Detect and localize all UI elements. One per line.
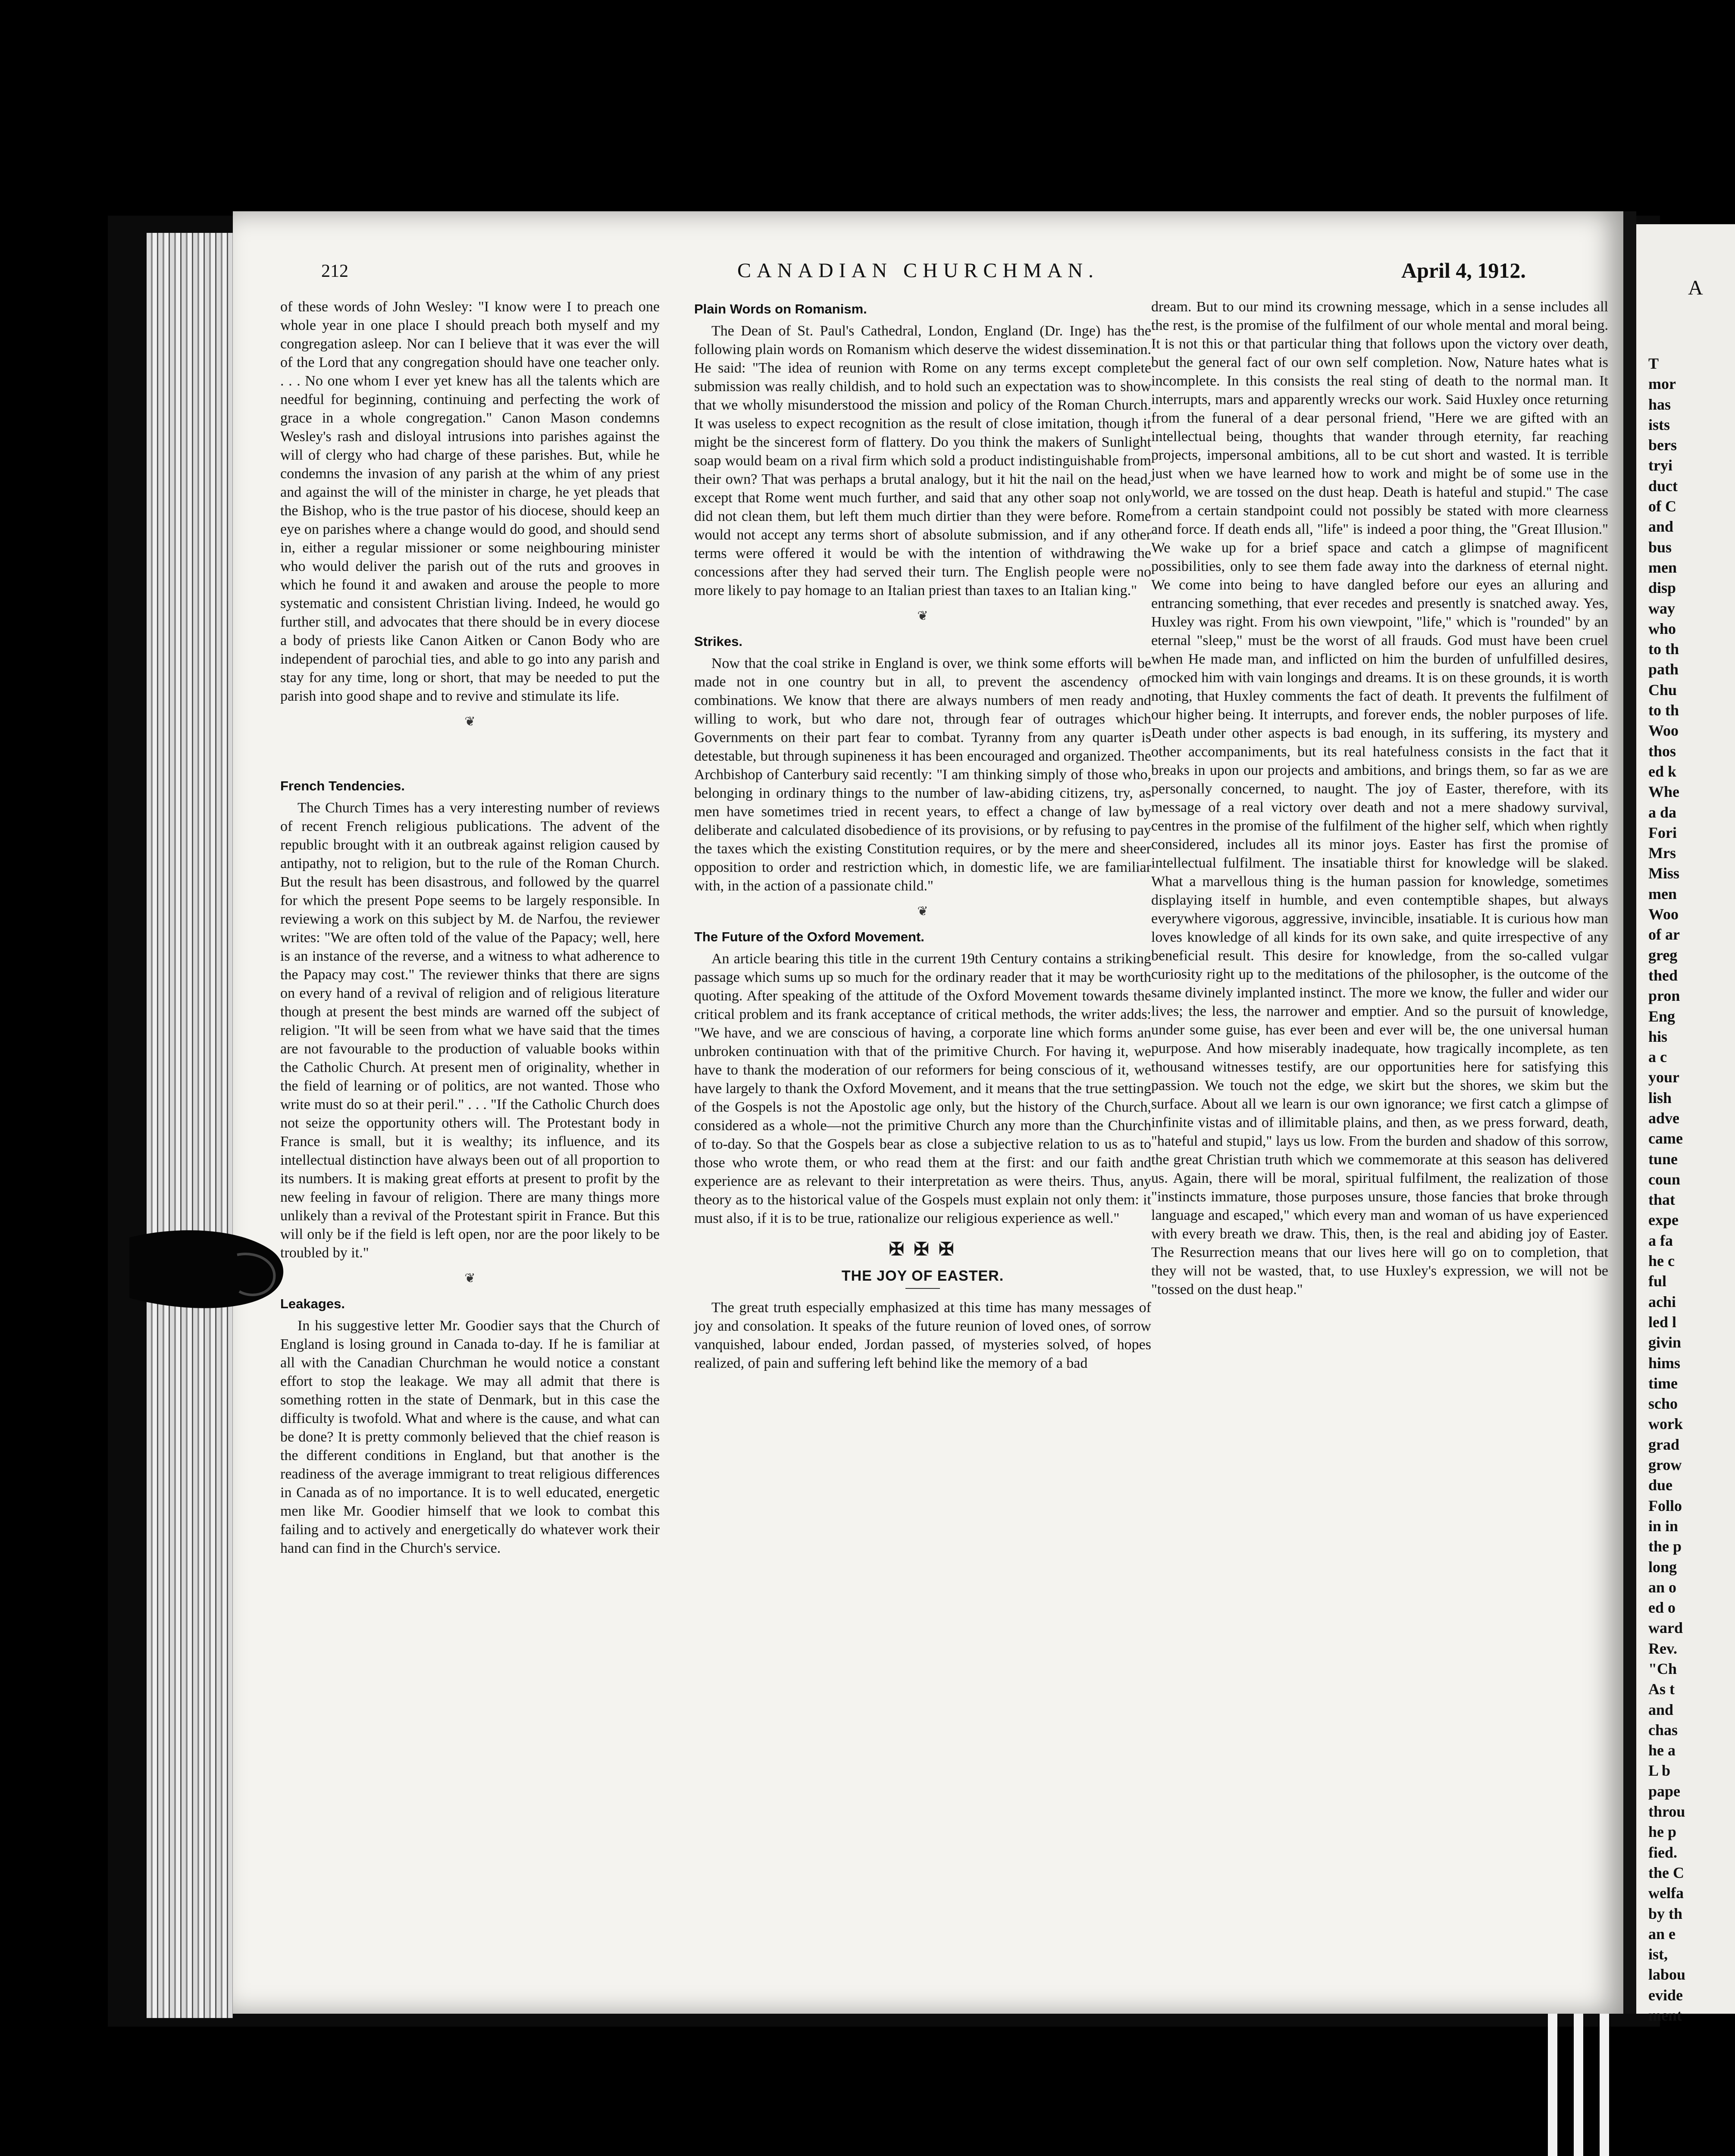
french-tendencies-heading: French Tendencies. bbox=[280, 778, 405, 793]
book-gutter bbox=[1623, 211, 1636, 2014]
french-tendencies-text: The Church Times has a very interesting number of reviews of recent French religious publications. The advent of the republic brought with it an outbreak against religion caused by antipathy, not to religion, but to the rule of the Roman Church. But the result has been disastrous, and followed by the quarrel for which the present Pope seems to be largely responsible. In reviewing a work on this subject by M. de Narfou, the reviewer writes: "We are often told of the value of the Papacy; well, here is an instance of the reverse, and a witness to what adherence to the Papacy may cost." The reviewer thinks that there are signs on every hand of a revival of religion and of religious literature though at present the best minds are warned off the subject of religion. "It will be seen from what we have said that the times are not favourable to the production of valuable books within the Catholic Church. At present men of originality, whether in the field of learning or of politics, are not wanted. Those who write must do so at their peril." . . . "If the Catholic Church does not seize the opportunity others will. The Protestant body in France is small, but it is wealthy; its influence, and its intellectual distinction have always been out of all proportion to its numbers. It is making great efforts at present to profit by the new feeling in favour of religion. There are many things more unlikely than a revival of the Protestant spirit in France. But this will only be if the field is left open, nor are the poor likely to be troubled by it." bbox=[280, 800, 660, 1261]
facing-page-header: A bbox=[1688, 276, 1703, 299]
page-edges bbox=[147, 233, 233, 2018]
easter-text: The great truth especially emphasized at this time has many messages of joy and consolation. It speaks of the future reunion of loved ones, of sorrow vanquished, labour ended, Jordan passed, of mysteries solved, of hopes realized, of pain and suffering left behind like the memory of a bad bbox=[694, 1300, 1151, 1371]
journal-title: CANADIAN CHURCHMAN. bbox=[737, 259, 1099, 282]
section-ornament: ❦ bbox=[464, 1271, 476, 1285]
column-1 bbox=[280, 298, 660, 1557]
leakages-text: In his suggestive letter Mr. Goodier says that the Church of England is losing ground in Canada to-day. If he is familiar at all with the Canadian Churchman he would notice a constant effort to stop the leakage. We may all admit that there is something rotten in the state of Denmark, but in this case the difficulty is twofold. What and where is the cause, and what can be done? It is pretty commonly believed that the chief reason is the different conditions in England, but that another is the readiness of the average immigrant to treat religious differences in Canada as of no importance. It is to well educated, energetic men like Mr. Goodier himself that we look to combat this failing and to actively and energetically do whatever work their hand can find in the Church's service. bbox=[280, 1318, 660, 1556]
section-ornament: ❦ bbox=[464, 714, 476, 729]
section-ornament: ❦ bbox=[917, 904, 928, 918]
thumb-shadow bbox=[129, 1220, 289, 1319]
page-number: 212 bbox=[321, 261, 348, 281]
oxford-movement-heading: The Future of the Oxford Movement. bbox=[694, 929, 924, 944]
spacer bbox=[280, 738, 660, 777]
easter-heading: THE JOY OF EASTER. bbox=[841, 1268, 1004, 1284]
heading-rule bbox=[905, 1288, 940, 1289]
strikes-text: Now that the coal strike in England is over, we think some efforts will be made not in one country but in all, to prevent the ascendency of combinations. We know that there are always numbers of men ready and willing to work, but who dare not, through fear of outrages which Governments on their part fear to combat. Tyranny from any quarter is detestable, but through supineness it has been encouraged and organized. The Archbishop of Canterbury said recently: "I am thinking simply of those who, belonging in ordinary things to the number of law-abiding citizens, try, as men have sometimes tried in recent years, to effect a change of law by deliberate and calculated disobedience of its provisions, or by refusing to pay the taxes which the existing Constitution requires, or by the mere and sheer opposition to order and restriction which, in domestic life, we are familiar with, in the action of a passionate child." bbox=[694, 655, 1151, 894]
oxford-movement-text: An article bearing this title in the current 19th Century contains a striking passage which sums up so much for the ordinary reader that it may be worth quoting. After speaking of the attitude of the Oxford Movement towards the critical problem and its frank acceptance of critical methods, the writer adds: "We have, and we are conscious of having, a corporate line which forms an unbroken continuation with that of the primitive Church. For having it, we have to thank the moderation of our reformers for being conscious of it, we have largely to thank the Oxford Movement, and it means that the true setting of the Gospels is not the Apostolic age only, but the history of the Church, considered as a whole—not the primitive Church any more than the Church of to-day. So that the Gospels bear as close a subjective relation to us as to those who wrote them, or who read them at the first: and our faith and experience are as relevant to their interpretation as were theirs. Thus, any theory as to the historical value of the Gospels must explain not only them: it must also, if it is to be true, rationalize our religious experience as well." bbox=[694, 951, 1151, 1226]
romanism-text: The Dean of St. Paul's Cathedral, London, England (Dr. Inge) has the following plain words on Romanism which deserve the widest dissemination. He said: "The idea of reunion with Rome on any terms except complete submission was really childish, and to hold such an expectation was to show that we wholly misunderstood the mission and policy of the Roman Church. It was useless to expect recognition as the result of close imitation, though it might be the sincerest form of flattery. Do you think the makers of Sunlight soap would beam on a rival firm which sold a product indistinguishable from their own? That was perhaps a brutal analogy, but it hit the nail on the head, except that Rome went much further, and said that any other soap not only did not clean them, but left them much dirtier than they were before. Rome would not accept any terms short of absolute submission, and if any other terms were offered it would be with the intention of withdrawing the concessions after they had served their turn. The English people were no more likely to pay homage to an Italian priest than taxes to an Italian king." bbox=[694, 323, 1151, 599]
column-2 bbox=[694, 300, 1151, 1373]
facing-page-lines: T mor has ists bers tryi duct of C and bus men disp way who to th path Chu to th Woo thos ed k Whe a da Fori Mrs Miss men Woo of ar greg thed pron Eng his a c your lish adve came tune coun that expe a fa he c ful achi led l givin hims time scho work grad grow due Follo in in the p long an o ed o ward Rev. "Ch As t and chas he a L b pape throu he p fied. the C welfa by th an e ist, labou evide ment bbox=[1648, 355, 1686, 2024]
easter-ornament: ✠ ✠ ✠ bbox=[889, 1240, 957, 1260]
wesley-paragraph: of these words of John Wesley: "I know were I to preach one whole year in one place I should preach both myself and my congregation asleep. Nor can I believe that it was ever the will of the Lord that any congregation should have one teacher only. . . . No one whom I ever yet knew has all the talents which are needful for beginning, continuing and perfecting the work of grace in a whole congregation." Canon Mason condemns Wesley's rash and disloyal intrusions into parishes against the will of clergy who had charge of these parishes. But, while he condemns the invasion of any parish at the whim of any priest and against the will of the minister in charge, he yet pleads that the Bishop, who is the true pastor of his diocese, should keep an eye on parishes where a change would do good, and should send in, either a regular missioner or some neighbouring minister who would deliver the parish out of the ruts and grooves in which he found it and awaken and arouse the people to more systematic and consistent Christian living. Indeed, he would go further still, and advocates that there should be in every diocese a body of priests like Canon Aitken or Canon Body who are independent of parochial ties, and able to go into any parish and stay for any time, long or short, that may be needed to put the parish into good shape and to revive and stimulate its life. bbox=[280, 299, 660, 704]
leakages-heading: Leakages. bbox=[280, 1296, 345, 1311]
page-header bbox=[233, 211, 1623, 289]
romanism-heading: Plain Words on Romanism. bbox=[694, 301, 867, 317]
binding-stripes bbox=[1535, 2014, 1621, 2156]
issue-date: April 4, 1912. bbox=[1401, 258, 1526, 282]
newspaper-page bbox=[233, 211, 1623, 2014]
facing-page-fragment bbox=[1636, 224, 1735, 2024]
strikes-heading: Strikes. bbox=[694, 634, 743, 649]
column-3 bbox=[1151, 298, 1608, 1299]
section-ornament: ❦ bbox=[917, 609, 928, 623]
easter-continuation: dream. But to our mind its crowning message, which in a sense includes all the rest, is the promise of the fulfilment of our whole mental and moral being. It is not this or that particular thing that follows upon the victory over death, but the general fact of our own self completion. Now, Nature hates what is incomplete. In this consists the real sting of death to the normal man. It interrupts, mars and apparently wrecks our work. Said Huxley once returning from the funeral of a dear personal friend, "Here we are gifted with an intellectual being, thoughts that wander through eternity, far reaching projects, impersonal ambitions, all to be cut short and wasted. It is terrible just when we have learned how to work and might be of some use in the world, we are tossed on the dust heap. Death is hateful and stupid." The case from a certain standpoint could not possibly be stated with more clearness and force. If death ends all, "life" is indeed a poor thing, the "Great Illusion." We wake up for a brief space and catch a glimpse of magnificent possibilities, only to see them fade away into the darkness of eternal night. We come into being to have dangled before our eyes an alluring and entrancing something, that ever recedes and presently is snatched away. Yes, Huxley was right. From his own viewpoint, "life," which is "rounded" by an eternal "sleep," must be the worst of all frauds. God must have been cruel when He made man, and inflicted on him the burden of unfulfilled desires, mocked him with vain longings and dreams. It is on these grounds, it is worth noting, that Huxley comments the fact of death. It prevents the fulfilment of our higher being. It interrupts, and forever ends, the nobler purposes of life. Death under other aspects is bad enough, in its suffering, its mystery and other accompaniments, but its real hatefulness consists in the fact that it breaks in upon our projects and ambitions, and brings them, so far as we are personally concerned, to naught. The joy of Easter, therefore, with its message of a real victory over death and not a mere shadowy survival, centres in the promise of the fulfilment of the higher self, which when rightly considered, includes all its minor joys. Easter has first the promise of intellectual fulfilment. The insatiable thirst for knowledge will be slaked. What a marvellous thing is the human passion for knowledge, sometimes displaying itself in humble, and even contemptible shapes, but always everywhere vigorous, aggressive, invincible, insatiable. It is curious how man loves knowledge of all kinds for its own sake, and quite irrespective of any beneficial result. This desire for knowledge, from the so-called vulgar curiosity right up to the meditations of the philosopher, is the outcome of the same divinely implanted instinct. The more we know, the fuller and wider our lives; the less, the narrower and emptier. And so the pursuit of knowledge, under some guise, has ever been and ever will be, the one universal human purpose. And how miserably inadequate, how tragically incomplete, as ten thousand witnesses testify, are our opportunities here for satisfying this passion. We touch not the edge, we skirt but the shores, we skim but the surface. About all we learn is our own ignorance; we first catch a glimpse of infinite vistas and of illimitable plains, and then, as we press forward, death, "hateful and stupid," lays us low. From the burden and shadow of this sorrow, the great Christian truth which we commemorate at this season has delivered us. Again, there will be moral, spiritual fulfilment, the realization of those "instincts immature, those purposes unsure, those fancies that broke through language and escaped," which every man and woman of us have experienced with every breath we draw. This, then, is the real and abiding joy of Easter. The Resurrection means that our lives here will go on to completion, that they will not be wasted, that, to use Huxley's expression, we will not be "tossed on the dust heap." bbox=[1151, 299, 1608, 1297]
